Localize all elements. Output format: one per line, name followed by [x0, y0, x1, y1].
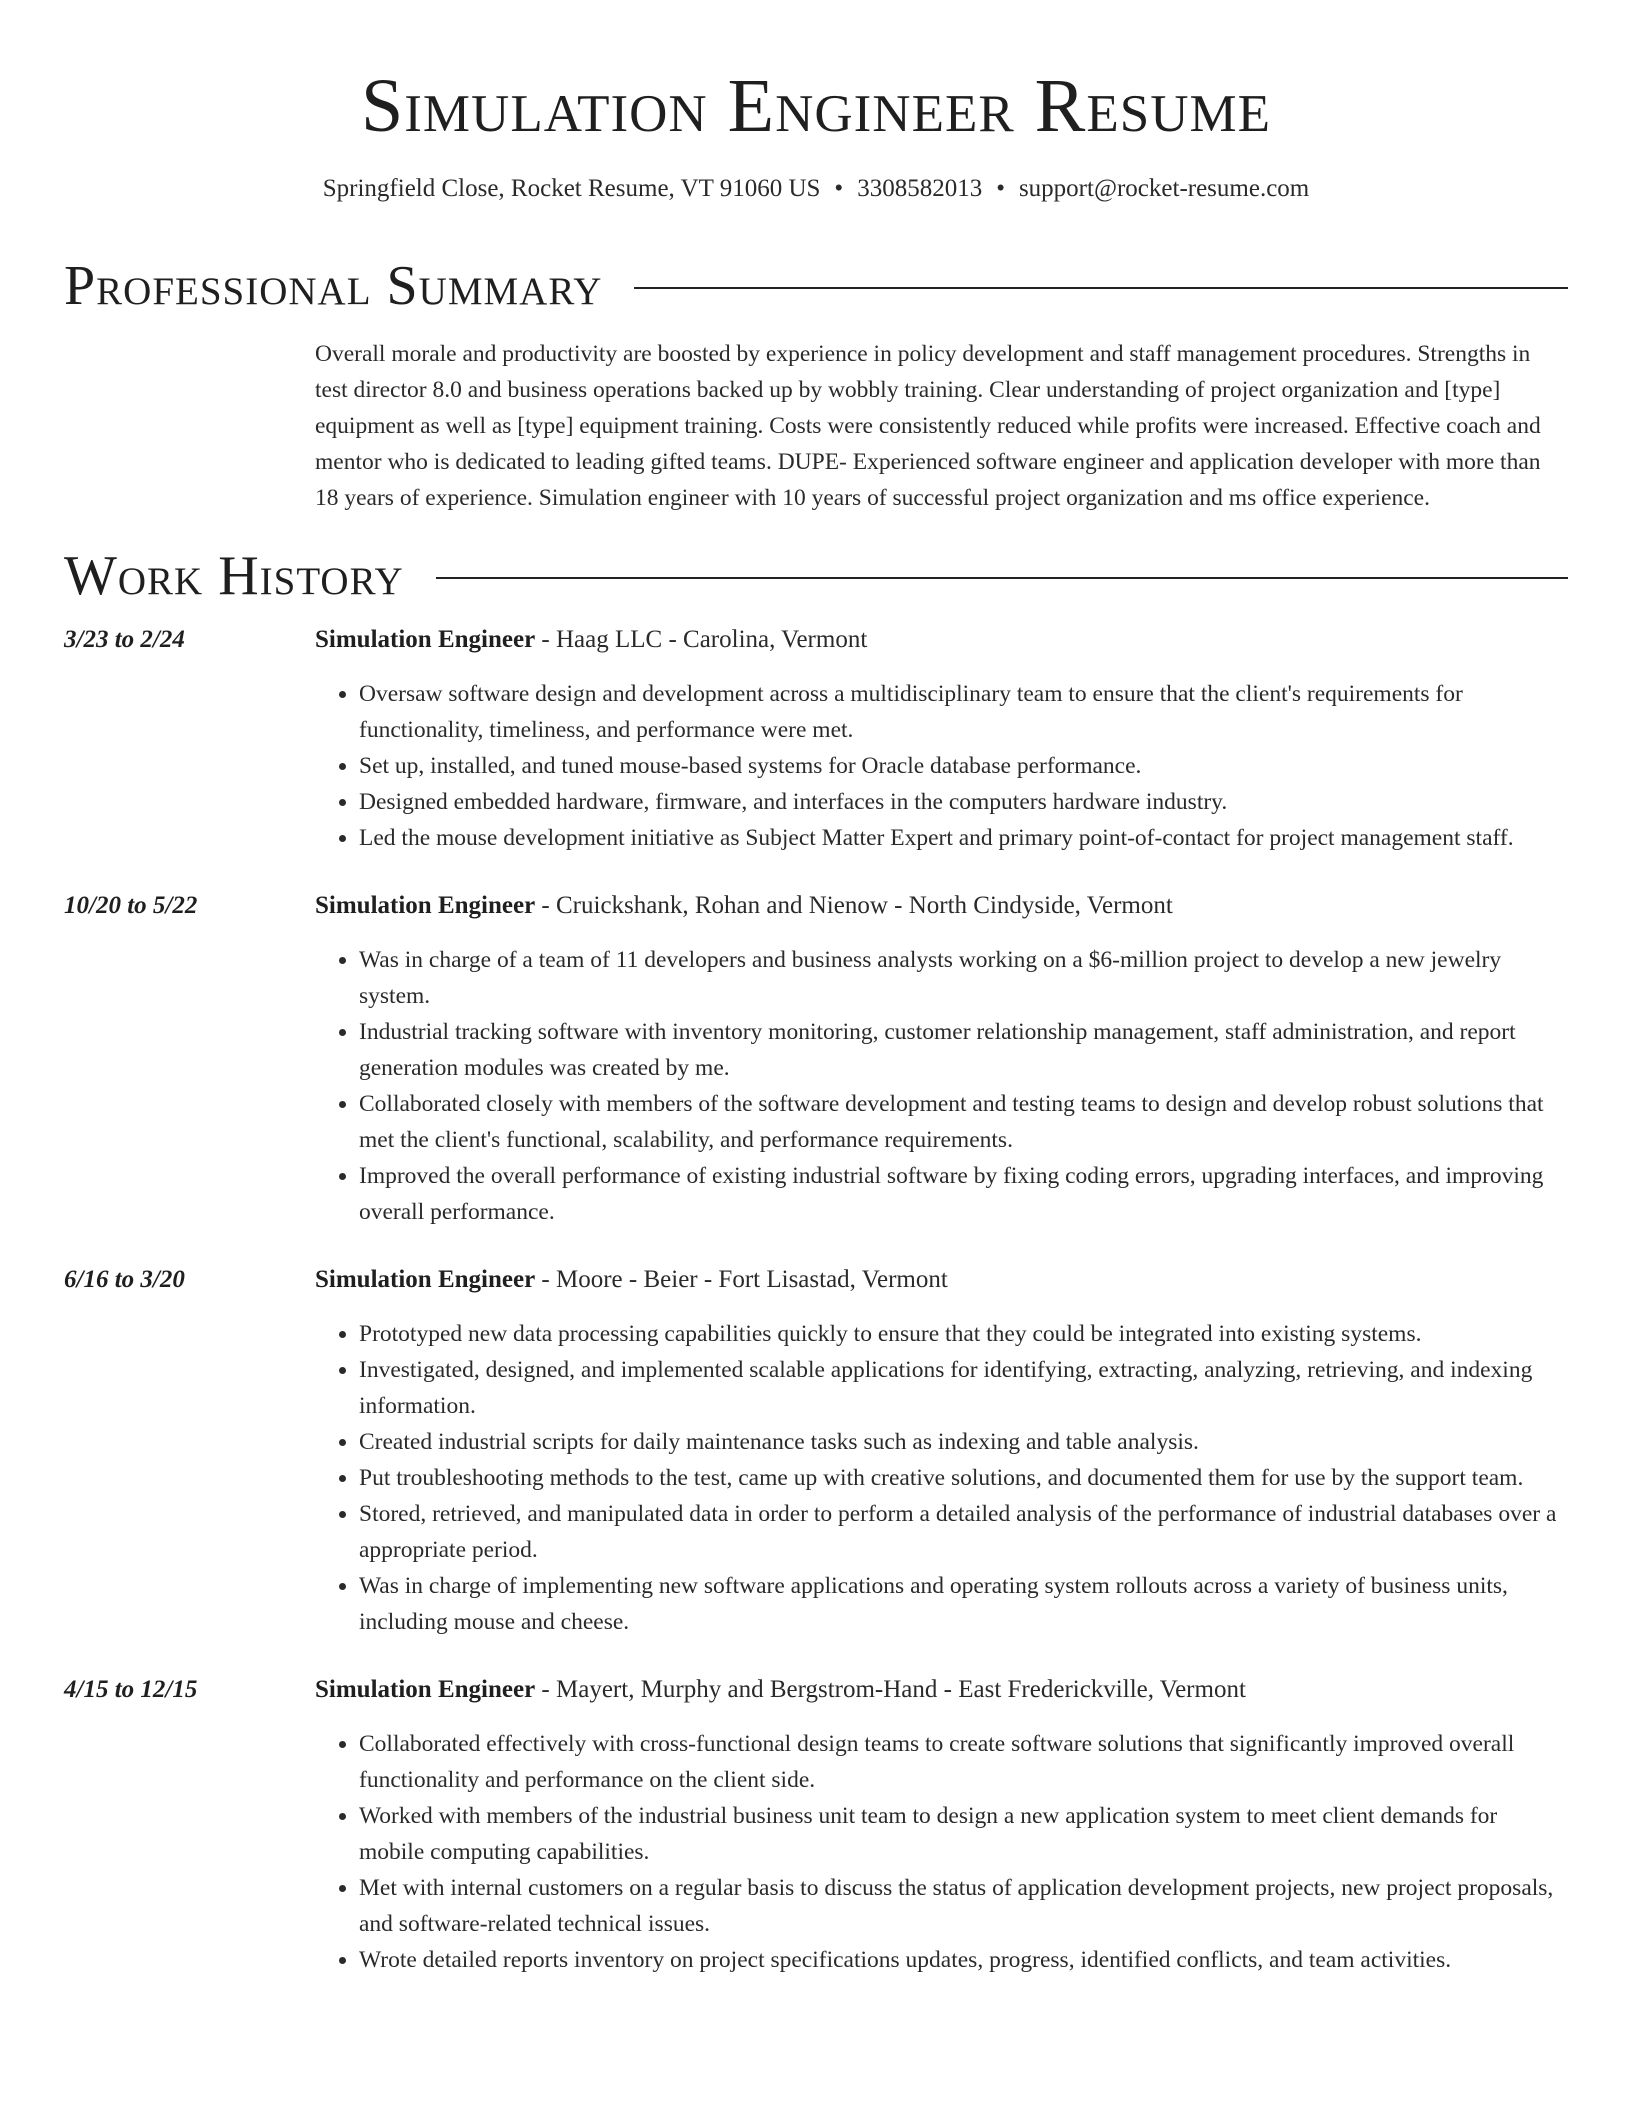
job-bullet: • Oversaw software design and development across a multidisciplinary team to ensure that the client's requirements for functionality, timeliness, and performance were met.: [359, 676, 1568, 748]
job-title-line: [315, 888, 1568, 924]
job-bullet: • Worked with members of the industrial business unit team to design a new application system to meet client demands for mobile computing capabilities.: [359, 1798, 1568, 1870]
section-header-summary: [64, 256, 1568, 316]
contact-phone: 3308582013: [857, 175, 983, 202]
job-bullet: • Was in charge of implementing new software applications and operating system rollouts across a variety of business units, including mouse and cheese.: [359, 1568, 1568, 1640]
job-bullet: • Stored, retrieved, and manipulated data in order to perform a detailed analysis of the performance of industrial databases over a appropriate period.: [359, 1496, 1568, 1568]
job-bullet: • Investigated, designed, and implemented scalable applications for identifying, extracting, analyzing, retrieving, and indexing information.: [359, 1352, 1568, 1424]
job-title-line: [315, 1672, 1568, 1708]
section-title-summary: Professional Summary: [64, 255, 603, 317]
job-date: 4/15 to 12/15: [64, 1676, 198, 1703]
summary-text: Overall morale and productivity are boosted by experience in policy development and staff management procedures. Strengths in test director 8.0 and business operations backed up by wobbly training. Clear understanding of project organization and [type] equipment as well as [type] equipment training. Costs were consistently reduced while profits were increased. Effective coach and mentor who is dedicated to leading gifted teams. DUPE- Experienced software engineer and application developer with more than 18 years of experience. Simulation engineer with 10 years of successful project organization and ms office experience.: [315, 341, 1541, 511]
job-bullet: • Set up, installed, and tuned mouse-based systems for Oracle database performance.: [359, 748, 1568, 784]
job-entry: [64, 888, 1568, 1230]
job-bullet: • Wrote detailed reports inventory on project specifications updates, progress, identified conflicts, and team activities.: [359, 1942, 1568, 1978]
job-date: 3/23 to 2/24: [64, 626, 185, 653]
contact-line: [64, 172, 1568, 206]
job-bullet: • Improved the overall performance of existing industrial software by fixing coding errors, upgrading interfaces, and improving overall performance.: [359, 1158, 1568, 1230]
job-bullets: [315, 1316, 1568, 1640]
job-bullet: • Led the mouse development initiative as Subject Matter Expert and primary point-of-contact for project management staff.: [359, 820, 1568, 856]
job-employer: - Cruickshank, Rohan and Nienow - North Cindyside, Vermont: [535, 892, 1173, 919]
job-bullets: [315, 676, 1568, 856]
job-body: [315, 1672, 1568, 1978]
job-bullet: • Designed embedded hardware, firmware, and interfaces in the computers hardware industry.: [359, 784, 1568, 820]
contact-address: Springfield Close, Rocket Resume, VT 91060 US: [322, 175, 821, 202]
job-bullet: • Was in charge of a team of 11 developers and business analysts working on a $6-million project to develop a new jewelry system.: [359, 942, 1568, 1014]
job-bullets: [315, 1726, 1568, 1978]
resume-title: Simulation Engineer Resume: [361, 64, 1271, 148]
job-date: 6/16 to 3/20: [64, 1266, 185, 1293]
job-role: Simulation Engineer: [315, 892, 536, 919]
job-employer: - Mayert, Murphy and Bergstrom-Hand - East Frederickville, Vermont: [535, 1676, 1246, 1703]
job-title-line: [315, 1262, 1568, 1298]
job-bullet: • Prototyped new data processing capabilities quickly to ensure that they could be integrated into existing systems.: [359, 1316, 1568, 1352]
resume-page: [64, 0, 1568, 1978]
section-header-work-history: [64, 546, 1568, 606]
job-entry: [64, 622, 1568, 856]
job-body: [315, 888, 1568, 1230]
job-bullet: • Created industrial scripts for daily maintenance tasks such as indexing and table analysis.: [359, 1424, 1568, 1460]
job-bullet: • Industrial tracking software with inventory monitoring, customer relationship management, staff administration, and report generation modules was created by me.: [359, 1014, 1568, 1086]
contact-email: support@rocket-resume.com: [1018, 175, 1310, 202]
contact-separator: •: [834, 175, 844, 202]
job-title-line: [315, 622, 1568, 658]
section-divider: [634, 287, 1568, 289]
job-employer: - Moore - Beier - Fort Lisastad, Vermont: [535, 1266, 948, 1293]
job-bullet: • Collaborated closely with members of the software development and testing teams to design and develop robust solutions that met the client's functional, scalability, and performance requirements.: [359, 1086, 1568, 1158]
job-entry: [64, 1262, 1568, 1640]
contact-separator: •: [996, 175, 1005, 202]
job-role: Simulation Engineer: [315, 1676, 536, 1703]
job-bullets: [315, 942, 1568, 1230]
job-employer: - Haag LLC - Carolina, Vermont: [535, 626, 868, 653]
job-role: Simulation Engineer: [315, 1266, 536, 1293]
job-bullet: • Put troubleshooting methods to the test, came up with creative solutions, and documented them for use by the support team.: [359, 1460, 1568, 1496]
job-date: 10/20 to 5/22: [64, 892, 198, 919]
job-bullet: • Met with internal customers on a regular basis to discuss the status of application development projects, new project proposals, and software-related technical issues.: [359, 1870, 1568, 1942]
section-divider: [436, 577, 1568, 579]
job-body: [315, 622, 1568, 856]
job-role: Simulation Engineer: [315, 626, 536, 653]
job-list: [64, 622, 1568, 1978]
job-body: [315, 1262, 1568, 1640]
section-title-work-history: Work History: [64, 545, 404, 607]
job-entry: [64, 1672, 1568, 1978]
job-bullet: • Collaborated effectively with cross-functional design teams to create software solutions that significantly improved overall functionality and performance on the client side.: [359, 1726, 1568, 1798]
